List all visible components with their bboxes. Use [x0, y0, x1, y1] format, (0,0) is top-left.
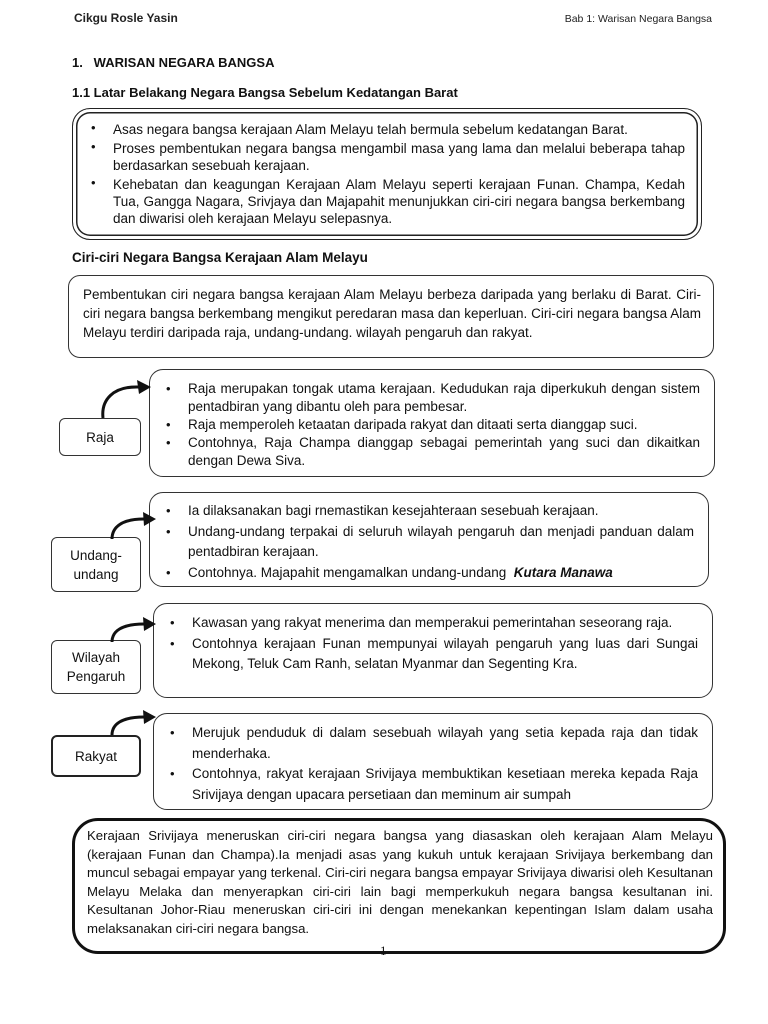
bullet-icon: • [166, 503, 171, 518]
rakyat-box [153, 713, 713, 810]
undang-point: • Ia dilaksanakan bagi rnemastikan kesejahteraan sesebuah kerajaan. [162, 501, 694, 522]
bullet-icon: • [170, 766, 175, 781]
bullet-icon: • [91, 139, 96, 154]
wilayah-arrow-icon [106, 614, 158, 644]
undang-arrow-icon [106, 509, 158, 541]
section-heading: 1.1 Latar Belakang Negara Bangsa Sebelum Kedatangan Barat [72, 85, 458, 100]
intro-box [72, 108, 702, 240]
bullet-icon: • [170, 635, 175, 651]
raja-point: • Contohnya, Raja Champa dianggap sebagai pemerintah yang suci dan dikaitkan dengan Dewa Siva. [166, 435, 700, 468]
chapter-heading: 1. WARISAN NEGARA BANGSA [72, 55, 275, 70]
header-author: Cikgu Rosle Yasin [74, 11, 178, 25]
bullet-icon: • [91, 175, 96, 190]
wilayah-point: • Kawasan yang rakyat menerima dan memperakui pemerintahan seseorang raja. [166, 613, 698, 634]
intro-point: • Kehebatan dan keagungan Kerajaan Alam Melayu seperti kerajaan Funan. Champa, Kedah Tua, Gangga Nagara, Srivjaya dan Majapahit menunjukkan ciri-ciri negara bangsa berkembang dan diwarisi oleh kerajaan Melayu selepasnya. [91, 175, 685, 226]
definition-box: Pembentukan ciri negara bangsa kerajaan Alam Melayu berbeza daripada yang berlaku di Barat. Ciri-ciri negara bangsa berkembang mengikut peredaran masa dan keperluan. Ciri-ciri negara bangsa Alam Melayu terdiri daripada raja, undang-undang. wilayah pengaruh dan rakyat. [68, 275, 714, 358]
rakyat-point: • Contohnya, rakyat kerajaan Srivijaya membuktikan kesetiaan mereka kepada Raja Srivijaya dengan upacara persetiaan dan meminum air sumpah [170, 766, 698, 802]
undang-point: • Contohnya. Majapahit mengamalkan undang-undang Kutara Manawa [162, 563, 694, 584]
rakyat-point: • Merujuk penduduk di dalam sesebuah wilayah yang setia kepada raja dan tidak menderhaka. [170, 725, 698, 761]
raja-label: Raja [59, 418, 141, 456]
wilayah-point: • Contohnya kerajaan Funan mempunyai wilayah pengaruh yang luas dari Sungai Mekong, Teluk Cam Ranh, selatan Myanmar dan Segenting Kra. [170, 635, 698, 671]
bullet-icon: • [170, 725, 175, 740]
bullet-icon: • [166, 564, 171, 580]
undang-box [149, 492, 709, 587]
bullet-icon: • [166, 435, 171, 450]
rakyat-label: Rakyat [51, 735, 141, 777]
raja-arrow-icon [95, 378, 155, 420]
bullet-icon: • [166, 381, 171, 396]
raja-point: • Raja merupakan tongak utama kerajaan. Kedudukan raja diperkukuh dengan sistem pentadbiran yang dibantu oleh para pembesar. [166, 381, 700, 414]
undang-label: Undang- undang [51, 537, 141, 592]
page-number: 1 [380, 943, 387, 958]
bullet-icon: • [166, 523, 171, 539]
bullet-icon: • [91, 120, 96, 135]
bullet-icon: • [166, 417, 171, 432]
law-name: Kutara Manawa [513, 564, 613, 580]
header-chapter: Bab 1: Warisan Negara Bangsa [564, 13, 712, 25]
raja-point: • Raja memperoleh ketaatan daripada rakyat dan ditaati serta dianggap suci. [166, 417, 638, 432]
features-heading: Ciri-ciri Negara Bangsa Kerajaan Alam Melayu [72, 250, 368, 265]
undang-point: • Undang-undang terpakai di seluruh wilayah pengaruh dan menjadi panduan dalam pentadbiran kerajaan. [166, 523, 694, 559]
conclusion-box: Kerajaan Srivijaya meneruskan ciri-ciri negara bangsa yang diasaskan oleh kerajaan Alam Melayu (kerajaan Funan dan Champa).Ia menjadi asas yang kukuh untuk kerajaan Srivijaya berkembang dan muncul sebagai empayar yang terkenal. Ciri-ciri negara bangsa empayar Srivijaya diwarisi oleh Kesultanan Melayu Melaka dan menyerapkan ciri-ciri lain bagi memperkukuh negara bangsa kesultanan ini. Kesultanan Johor-Riau meneruskan ciri-ciri ini dengan menekankan kepentingan Islam dalam usaha melaksanakan ciri-ciri negara bangsa. [72, 818, 726, 954]
wilayah-box [153, 603, 713, 698]
wilayah-label: Wilayah Pengaruh [51, 640, 141, 694]
intro-point: • Asas negara bangsa kerajaan Alam Melayu telah bermula sebelum kedatangan Barat. [91, 120, 628, 137]
intro-point: • Proses pembentukan negara bangsa mengambil masa yang lama dan melalui beberapa tahap berdasarkan sesebuah kerajaan. [91, 139, 685, 173]
bullet-icon: • [170, 615, 175, 630]
rakyat-arrow-icon [106, 707, 158, 737]
raja-box [149, 369, 715, 477]
